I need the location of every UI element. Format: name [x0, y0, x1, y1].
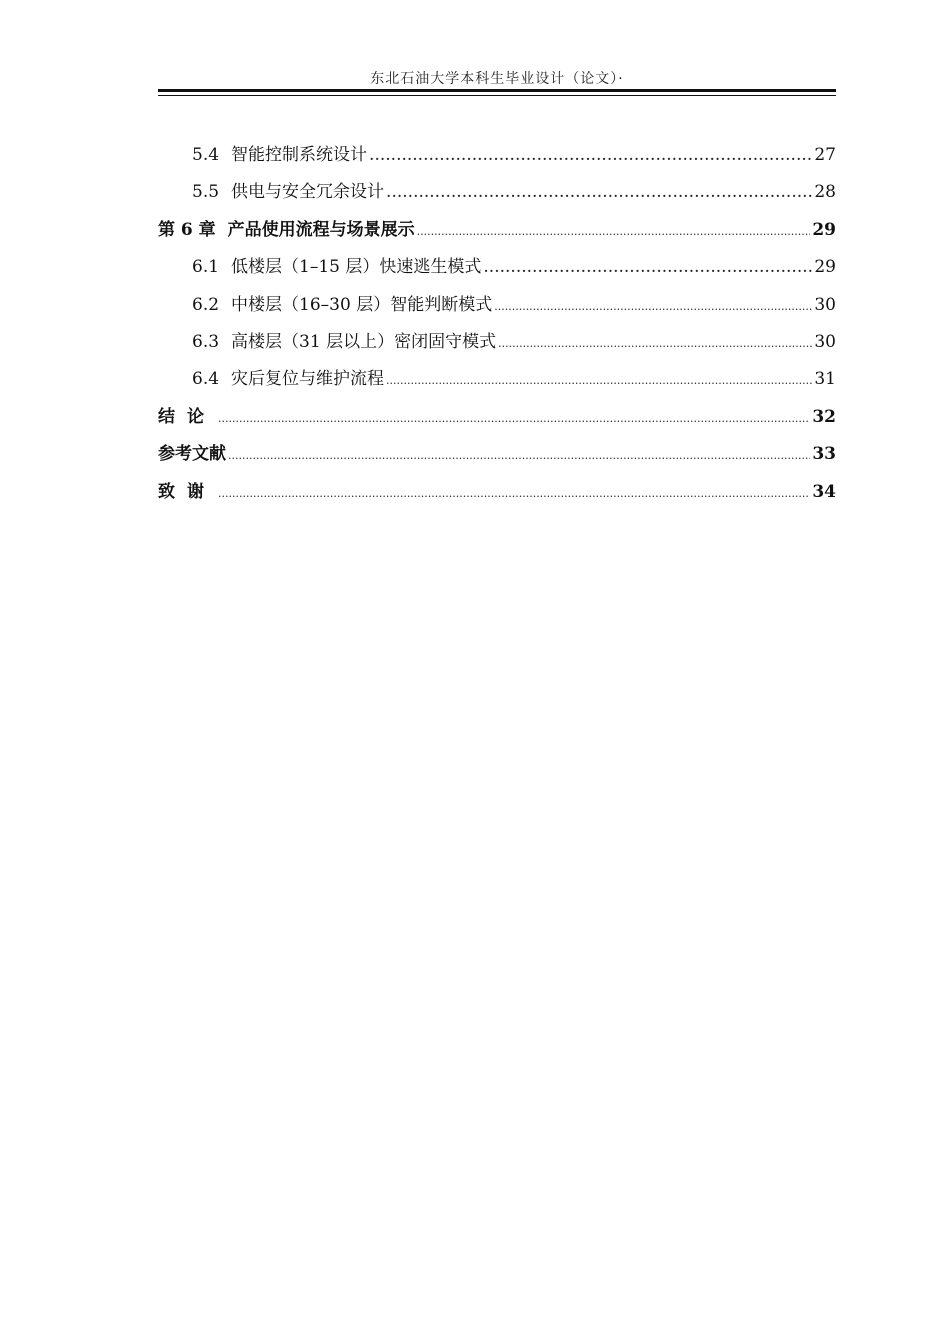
toc-entry-label — [158, 399, 216, 436]
toc-entry-label — [192, 287, 492, 324]
toc-entry-label — [192, 324, 496, 361]
toc-entry-title: 参考文献 — [158, 444, 226, 465]
toc-dot-leader — [386, 174, 812, 211]
toc-entry-number: 5.4 — [192, 145, 220, 165]
toc-dot-leader — [386, 361, 812, 399]
toc-dot-leader — [483, 249, 812, 286]
toc-entry-title: 智能控制系统设计 — [231, 145, 368, 165]
toc-dot-leader — [498, 324, 812, 362]
toc-entry-label — [158, 212, 415, 249]
toc-dot-leader — [369, 137, 812, 174]
toc-entry-title: 产品使用流程与场景展示 — [227, 219, 415, 240]
toc-page-number: 29 — [814, 257, 836, 278]
toc-dot-leader — [494, 287, 812, 325]
toc-dot-leader — [218, 474, 810, 512]
toc-entry-label — [192, 249, 481, 286]
toc-page-number: 30 — [814, 294, 836, 315]
toc-entry[interactable] — [158, 174, 836, 211]
toc-page-number: 33 — [812, 444, 836, 465]
toc-entry-number: 5.5 — [192, 182, 220, 203]
toc-page-number: 29 — [812, 219, 836, 240]
toc-dot-leader — [417, 212, 811, 250]
toc-page-number: 34 — [812, 481, 836, 502]
toc-entry-title: 高楼层（31 层以上）密闭固守模式 — [231, 331, 497, 352]
toc-entry-title: 结论 — [158, 406, 216, 427]
toc-page-number: 32 — [812, 406, 836, 427]
toc-entry[interactable] — [158, 474, 836, 511]
toc-entry-label — [158, 436, 226, 473]
toc-entry-title: 灾后复位与维护流程 — [231, 369, 385, 390]
toc-entry[interactable] — [158, 249, 836, 286]
toc-page-number: 27 — [814, 145, 836, 165]
toc-entry-title: 供电与安全冗余设计 — [231, 182, 385, 203]
toc-entry[interactable] — [158, 137, 836, 174]
table-of-contents — [158, 137, 836, 511]
toc-entry-label — [192, 174, 384, 211]
toc-entry-number: 6.3 — [192, 331, 220, 352]
toc-dot-leader — [218, 399, 810, 437]
running-header: 东北石油大学本科生毕业设计（论文）· — [370, 71, 624, 87]
toc-page-number: 28 — [814, 182, 836, 203]
toc-entry[interactable] — [158, 324, 836, 361]
toc-entry-label — [192, 137, 367, 174]
toc-entry[interactable] — [158, 212, 836, 249]
toc-entry[interactable] — [158, 361, 836, 398]
header-rule-thick — [158, 89, 836, 92]
toc-entry-number: 6.1 — [192, 257, 220, 278]
toc-entry-number: 6.2 — [192, 294, 220, 315]
toc-entry-label — [192, 361, 384, 398]
toc-dot-leader — [228, 436, 810, 474]
toc-entry[interactable] — [158, 399, 836, 436]
header-rule-thin — [158, 95, 836, 96]
toc-entry-number: 6.4 — [192, 369, 220, 390]
toc-page-number: 30 — [814, 331, 836, 352]
toc-entry-number: 第 6 章 — [158, 219, 216, 240]
toc-entry-title: 致谢 — [158, 481, 216, 502]
toc-entry[interactable] — [158, 436, 836, 473]
toc-page-number: 31 — [814, 369, 836, 390]
toc-entry-label — [158, 474, 216, 511]
toc-entry-title: 中楼层（16–30 层）智能判断模式 — [231, 294, 493, 315]
toc-entry-title: 低楼层（1–15 层）快速逃生模式 — [231, 257, 482, 278]
toc-entry[interactable] — [158, 287, 836, 324]
